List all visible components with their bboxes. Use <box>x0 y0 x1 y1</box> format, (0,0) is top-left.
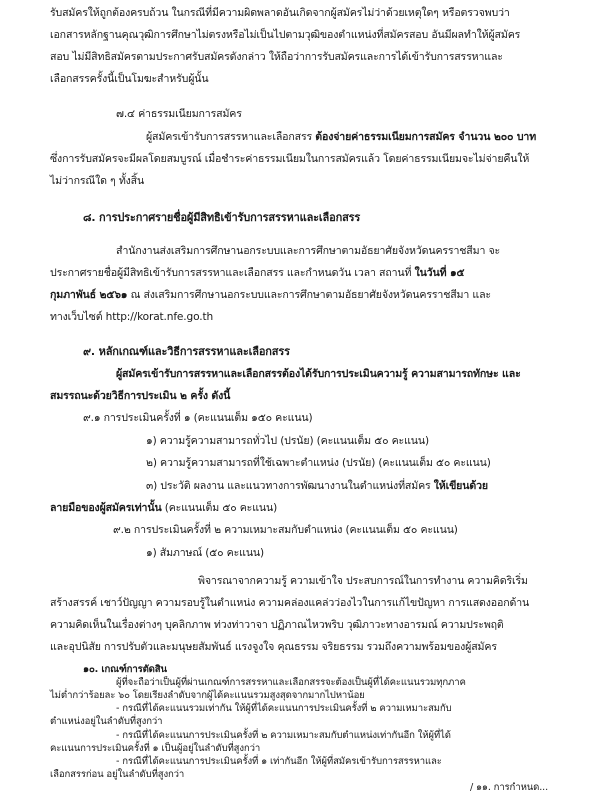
announce-text: ประกาศรายชื่อผู้มีสิทธิเข้ารับการสรรหาและเลือกสรร และกำหนดวัน เวลา สถานที่ <box>50 267 415 279</box>
rule-3: - กรณีที่ได้คะแนนการประเมินครั้งที่ ๑ เท่ากันอีก ให้ผู้ที่สมัครเข้ารับการสรรหาและ <box>116 756 442 767</box>
section-9-line-1: ผู้สมัครเข้ารับการสรรหาและเลือกสรรต้องได้รับการประเมินความรู้ ความสามารถทักษะ และ <box>116 368 521 380</box>
assessment-1-item-3-cont <box>50 501 277 516</box>
section-7-4-line-1 <box>146 130 536 145</box>
handwriting-note: ลายมือของผู้สมัครเท่านั้น <box>50 502 162 514</box>
intro-line-2: เอกสารหลักฐานคุณวุฒิการศึกษาไม่ตรงหรือไม่เป็นไปตามวุฒิของตำแหน่งที่สมัครสอบ อันมีผลทำให้ผู้สมัคร <box>50 29 521 41</box>
announce-date: ในวันที่ ๑๕ <box>414 267 465 279</box>
assessment-1-item-2: ๒) ความรู้ความสามารถที่ใช้เฉพาะตำแหน่ง (ปรนัย) (คะแนนเต็ม ๕๐ คะแนน) <box>146 457 491 469</box>
fee-amount: ต้องจ่ายค่าธรรมเนียมการสมัคร จำนวน ๒๐๐ บาท <box>315 131 537 143</box>
announce-place: ณ ส่งเสริมการศึกษานอกระบบและการศึกษาตามอัธยาศัยจังหวัดนครราชสีมา และ <box>127 289 491 301</box>
section-9-line-2: สมรรถนะด้วยวิธีการประเมิน ๒ ครั้ง ดังนี้ <box>50 390 231 402</box>
item-3-text: ๓) ประวัติ ผลงาน และแนวทางการพัฒนางานในตำแหน่งที่สมัคร <box>146 480 434 492</box>
section-10-heading: ๑๐. เกณฑ์การตัดสิน <box>83 664 167 675</box>
section-8-line-3 <box>50 288 491 303</box>
intro-line-1: รับสมัครให้ถูกต้องครบถ้วน ในกรณีที่มีความผิดพลาดอันเกิดจากผู้สมัครไม่ว่าด้วยเหตุใดๆ หรือตรวจพบว่า <box>50 7 510 19</box>
interview-line-4: และอุปนิสัย การปรับตัวและมนุษยสัมพันธ์ แรงจูงใจ คุณธรรม จริยธรรม รวมถึงความพร้อมของผู้สมัคร <box>50 641 497 653</box>
intro-line-4: เลือกสรรครั้งนี้เป็นโมฆะสำหรับผู้นั้น <box>50 73 209 85</box>
rule-1: - กรณีที่ได้คะแนนรวมเท่ากัน ให้ผู้ที่ได้คะแนนการประเมินครั้งที่ ๒ ความเหมาะสมกับ <box>116 703 452 714</box>
assessment-1-item-3 <box>146 479 488 494</box>
intro-line-3: สอบ ไม่มีสิทธิสมัครตามประกาศรับสมัครดังกล่าว ให้ถือว่าการรับสมัครและการได้เข้ารับการสรรหาและ <box>50 51 503 63</box>
assessment-1-item-1: ๑) ความรู้ความสามารถทั่วไป (ปรนัย) (คะแนนเต็ม ๕๐ คะแนน) <box>146 435 429 447</box>
section-8-line-2 <box>50 266 464 281</box>
rule-2-cont: คะแนนการประเมินครั้งที่ ๑ เป็นผู้อยู่ในลำดับที่สูงกว่า <box>50 743 261 754</box>
assessment-1-heading: ๙.๑ การประเมินครั้งที่ ๑ (คะแนนเต็ม ๑๕๐ คะแนน) <box>83 412 313 424</box>
section-8-heading: ๘. การประกาศรายชื่อผู้มีสิทธิเข้ารับการสรรหาและเลือกสรร <box>83 211 361 224</box>
section-8-line-1: สำนักงานส่งเสริมการศึกษานอกระบบและการศึกษาตามอัธยาศัยจังหวัดนครราชสีมา จะ <box>116 245 501 257</box>
rule-1-cont: ตำแหน่งอยู่ในลำดับที่สูงกว่า <box>50 716 163 727</box>
announce-month: กุมภาพันธ์ ๒๕๖๑ <box>50 289 128 301</box>
item-3-emphasis: ให้เขียนด้วย <box>433 480 488 492</box>
section-10-line-2: ไม่ต่ำกว่าร้อยละ ๖๐ โดยเรียงลำดับจากผู้ได้คะแนนรวมสูงสุดจากมากไปหาน้อย <box>50 690 365 701</box>
section-9-heading: ๙. หลักเกณฑ์และวิธีการสรรหาและเลือกสรร <box>83 345 290 358</box>
fee-text: ผู้สมัครเข้ารับการสรรหาและเลือกสรร <box>146 131 316 143</box>
section-10-line-1: ผู้ที่จะถือว่าเป็นผู้ที่ผ่านเกณฑ์การสรรหาและเลือกสรรจะต้องเป็นผู้ที่ได้คะแนนรวมทุกภาค <box>116 677 466 688</box>
assessment-2-heading: ๙.๒ การประเมินครั้งที่ ๒ ความเหมาะสมกับตำแหน่ง (คะแนนเต็ม ๕๐ คะแนน) <box>113 524 458 536</box>
rule-3-cont: เลือกสรรก่อน อยู่ในลำดับที่สูงกว่า <box>50 769 185 780</box>
rule-2: - กรณีที่ได้คะแนนการประเมินครั้งที่ ๒ ความเหมาะสมกับตำแหน่งเท่ากันอีก ให้ผู้ที่ได้ <box>116 730 451 741</box>
interview-line-3: ความคิดเห็นในเรื่องต่างๆ บุคลิกภาพ ท่วงท่าวาจา ปฏิภาณไหวพริบ วุฒิภาวะทางอารมณ์ ความประพฤติ <box>50 619 504 631</box>
interview-line-2: สร้างสรรค์ เชาว์ปัญญา ความรอบรู้ในตำแหน่ง ความคล่องแคล่วว่องไวในการแก้ไขปัญหา การแสดงออกด้าน <box>50 597 530 609</box>
interview-line-1: พิจารณาจากความรู้ ความเข้าใจ ประสบการณ์ในการทำงาน ความคิดริเริ่ม <box>198 575 528 587</box>
item-3-score: (คะแนนเต็ม ๕๐ คะแนน) <box>161 502 278 514</box>
section-8-line-4: ทางเว็บไซต์ http://korat.nfe.go.th <box>50 311 214 323</box>
next-page-marker: / ๑๑. การกำหนด... <box>470 782 548 793</box>
section-7-4-heading: ๗.๔ ค่าธรรมเนียมการสมัคร <box>116 108 242 120</box>
section-7-4-line-3: ไม่ว่ากรณีใด ๆ ทั้งสิ้น <box>50 175 145 187</box>
assessment-2-item-1: ๑) สัมภาษณ์ (๕๐ คะแนน) <box>146 547 264 559</box>
section-7-4-line-2: ซึ่งการรับสมัครจะมีผลโดยสมบูรณ์ เมื่อชำระค่าธรรมเนียมในการสมัครแล้ว โดยค่าธรรมเนียมจะไม่จ่ายคืนให้ <box>50 153 530 165</box>
